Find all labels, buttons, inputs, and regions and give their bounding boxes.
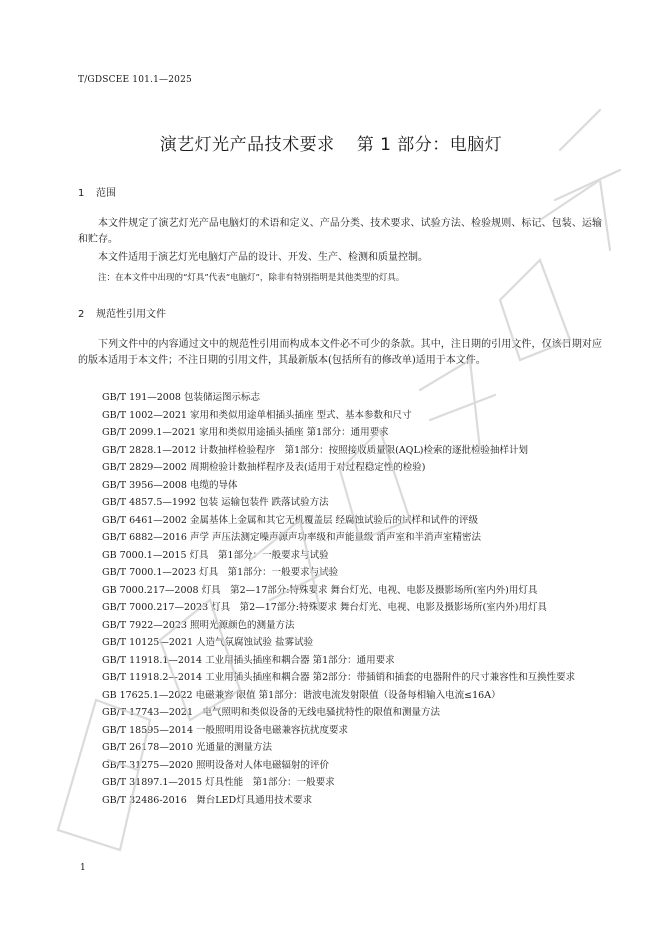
reference-item: GB/T 26178—2010 光通量的测量方法 xyxy=(102,742,273,753)
page-number: 1 xyxy=(80,863,86,873)
reference-item: GB/T 18595—2014 一般照明用设备电磁兼容抗扰度要求 xyxy=(102,724,349,736)
references-intro: 下列文件中的内容通过文中的规范性引用而构成本文件必不可少的条款。其中，注日期的引用文件，仅该日期对应的版本适用于本文件；不注日期的引用文件，其最新版本(包括所有的修改单)适用于本文件。 xyxy=(78,339,602,366)
section-1-title: 范围 xyxy=(96,188,116,199)
reference-item: GB/T 2829—2002 周期检验计数抽样程序及表(适用于对过程稳定性的检验) xyxy=(102,462,426,473)
document-title xyxy=(0,130,662,155)
reference-item: GB/T 2099.1—2021 家用和类似用途插头插座 第1部分：通用要求 xyxy=(102,427,389,438)
reference-item: GB/T 7922—2023 照明光源颜色的测量方法 xyxy=(102,619,295,631)
reference-item: GB/T 7000.1—2023 灯具 第1部分：一般要求与试验 xyxy=(102,567,339,578)
reference-item: GB 7000.217—2008 灯具 第2—17部分:特殊要求 舞台灯光、电视、电影及摄影场所(室内外)用灯具 xyxy=(102,584,538,596)
scope-paragraph-2: 本文件适用于演艺灯光电脑灯产品的设计、开发、生产、检测和质量控制。 xyxy=(98,252,428,263)
section-2-number: 2 xyxy=(78,309,85,320)
reference-item: GB/T 6461—2002 金属基体上金属和其它无机覆盖层 经腐蚀试验后的试样和试件的评级 xyxy=(102,514,479,526)
reference-item: GB/T 32486-2016 舞台LED灯具通用技术要求 xyxy=(102,794,313,806)
reference-item: GB/T 4857.5—1992 包装 运输包装件 跌落试验方法 xyxy=(102,497,329,508)
reference-item: GB/T 31897.1—2015 灯具性能 第1部分：一般要求 xyxy=(102,777,335,788)
section-2-title: 规范性引用文件 xyxy=(96,309,166,320)
document-code: T/GDSCEE 101.1—2025 xyxy=(78,75,192,85)
reference-item: GB/T 1002—2021 家用和类似用途单相插头插座 型式、基本参数和尺寸 xyxy=(102,409,412,421)
section-1-heading xyxy=(78,184,116,199)
reference-item: GB/T 31275—2020 照明设备对人体电磁辐射的评价 xyxy=(102,759,330,771)
reference-item: GB 17625.1—2022 电磁兼容 限值 第1部分：谐波电流发射限值（设备每相输入电流≤16A） xyxy=(102,689,501,701)
scope-paragraph-1: 本文件规定了演艺灯光产品电脑灯的术语和定义、产品分类、技术要求、试验方法、检验规则、标记、包装、运输和贮存。 xyxy=(78,218,602,245)
reference-item: GB/T 3956—2008 电缆的导体 xyxy=(102,479,238,491)
reference-item: GB/T 6882—2016 声学 声压法测定噪声源声功率级和声能量级 消声室和半消声室精密法 xyxy=(102,532,482,543)
section-2-heading xyxy=(78,305,166,320)
reference-item: GB 7000.1—2015 灯具 第1部分：一般要求与试验 xyxy=(102,549,329,561)
reference-list xyxy=(78,390,602,810)
title-part: 第 1 部分：电脑灯 xyxy=(356,135,503,155)
reference-item: GB/T 10125—2021 人造气氛腐蚀试验 盐雾试验 xyxy=(102,637,314,648)
reference-item: GB/T 11918.1—2014 工业用插头插座和耦合器 第1部分：通用要求 xyxy=(102,654,395,666)
reference-item: GB/T 11918.2—2014 工业用插头插座和耦合器 第2部分：带插销和插套的电器附件的尺寸兼容性和互换性要求 xyxy=(102,672,576,683)
section-1-number: 1 xyxy=(78,188,85,199)
reference-item: GB/T 2828.1—2012 计数抽样检验程序 第1部分：按照接收质量限(AQL)检索的逐批检验抽样计划 xyxy=(102,444,528,456)
reference-item: GB/T 191—2008 包装储运图示标志 xyxy=(102,392,260,403)
title-main: 演艺灯光产品技术要求 xyxy=(159,135,335,155)
reference-item: GB/T 17743—2021 电气照明和类似设备的无线电骚扰特性的限值和测量方法 xyxy=(102,707,441,718)
reference-item: GB/T 7000.217—2023 灯具 第2—17部分:特殊要求 舞台灯光、电视、电影及摄影场所(室内外)用灯具 xyxy=(102,602,547,613)
scope-note: 注：在本文件中出现的“灯具”代表“电脑灯”，除非有特别指明是其他类型的灯具。 xyxy=(98,273,405,283)
